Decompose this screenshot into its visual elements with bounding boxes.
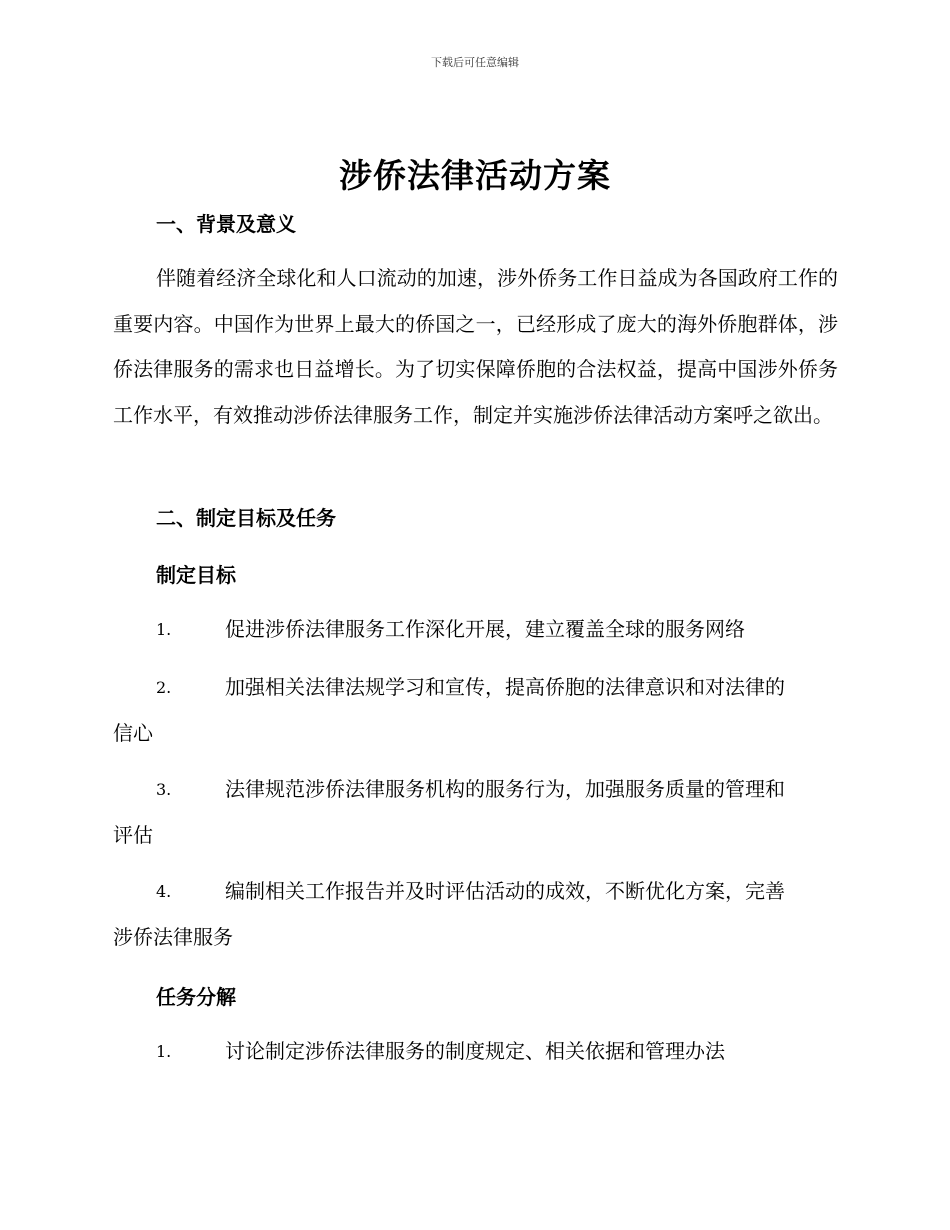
goal-item-number: 3.: [156, 780, 172, 799]
section-heading-background: 一、背景及意义: [156, 212, 296, 236]
goal-item: [113, 607, 838, 653]
goal-item-text: 法律规范涉侨法律服务机构的服务行为，加强服务质量的管理和: [225, 777, 785, 801]
background-paragraph: 伴随着经济全球化和人口流动的加速，涉外侨务工作日益成为各国政府工作的重要内容。中国作为世界上最大的侨国之一，已经形成了庞大的海外侨胞群体，涉侨法律服务的需求也日益增长。为了切实保障侨胞的合法权益，提高中国涉外侨务工作水平，有效推动涉侨法律服务工作，制定并实施涉侨法律活动方案呼之欲出。: [113, 266, 838, 427]
goal-item: [113, 767, 838, 858]
subheading-goals: 制定目标: [156, 563, 236, 587]
goal-item: [113, 665, 838, 756]
document-title: 涉侨法律活动方案: [339, 156, 611, 195]
goal-item-text: 编制相关工作报告并及时评估活动的成效，不断优化方案，完善: [225, 879, 785, 903]
task-item: [113, 1029, 838, 1075]
goal-item-number: 2.: [156, 678, 172, 697]
goal-item: [113, 869, 838, 960]
task-item-number: 1.: [156, 1042, 172, 1061]
header-note: 下载后可任意编辑: [431, 56, 519, 69]
goal-item-text-continued: 信心: [113, 720, 153, 745]
section-heading-goals-tasks: 二、制定目标及任务: [156, 506, 336, 530]
goal-item-number: 4.: [156, 882, 172, 901]
goal-item-text-continued: 评估: [113, 822, 153, 847]
subheading-tasks: 任务分解: [156, 985, 236, 1009]
goal-item-text-continued: 涉侨法律服务: [113, 924, 233, 949]
goal-item-text: 促进涉侨法律服务工作深化开展，建立覆盖全球的服务网络: [225, 617, 745, 641]
goal-item-number: 1.: [156, 620, 172, 639]
task-item-text: 讨论制定涉侨法律服务的制度规定、相关依据和管理办法: [225, 1039, 725, 1063]
goal-item-text: 加强相关法律法规学习和宣传，提高侨胞的法律意识和对法律的: [225, 675, 785, 699]
